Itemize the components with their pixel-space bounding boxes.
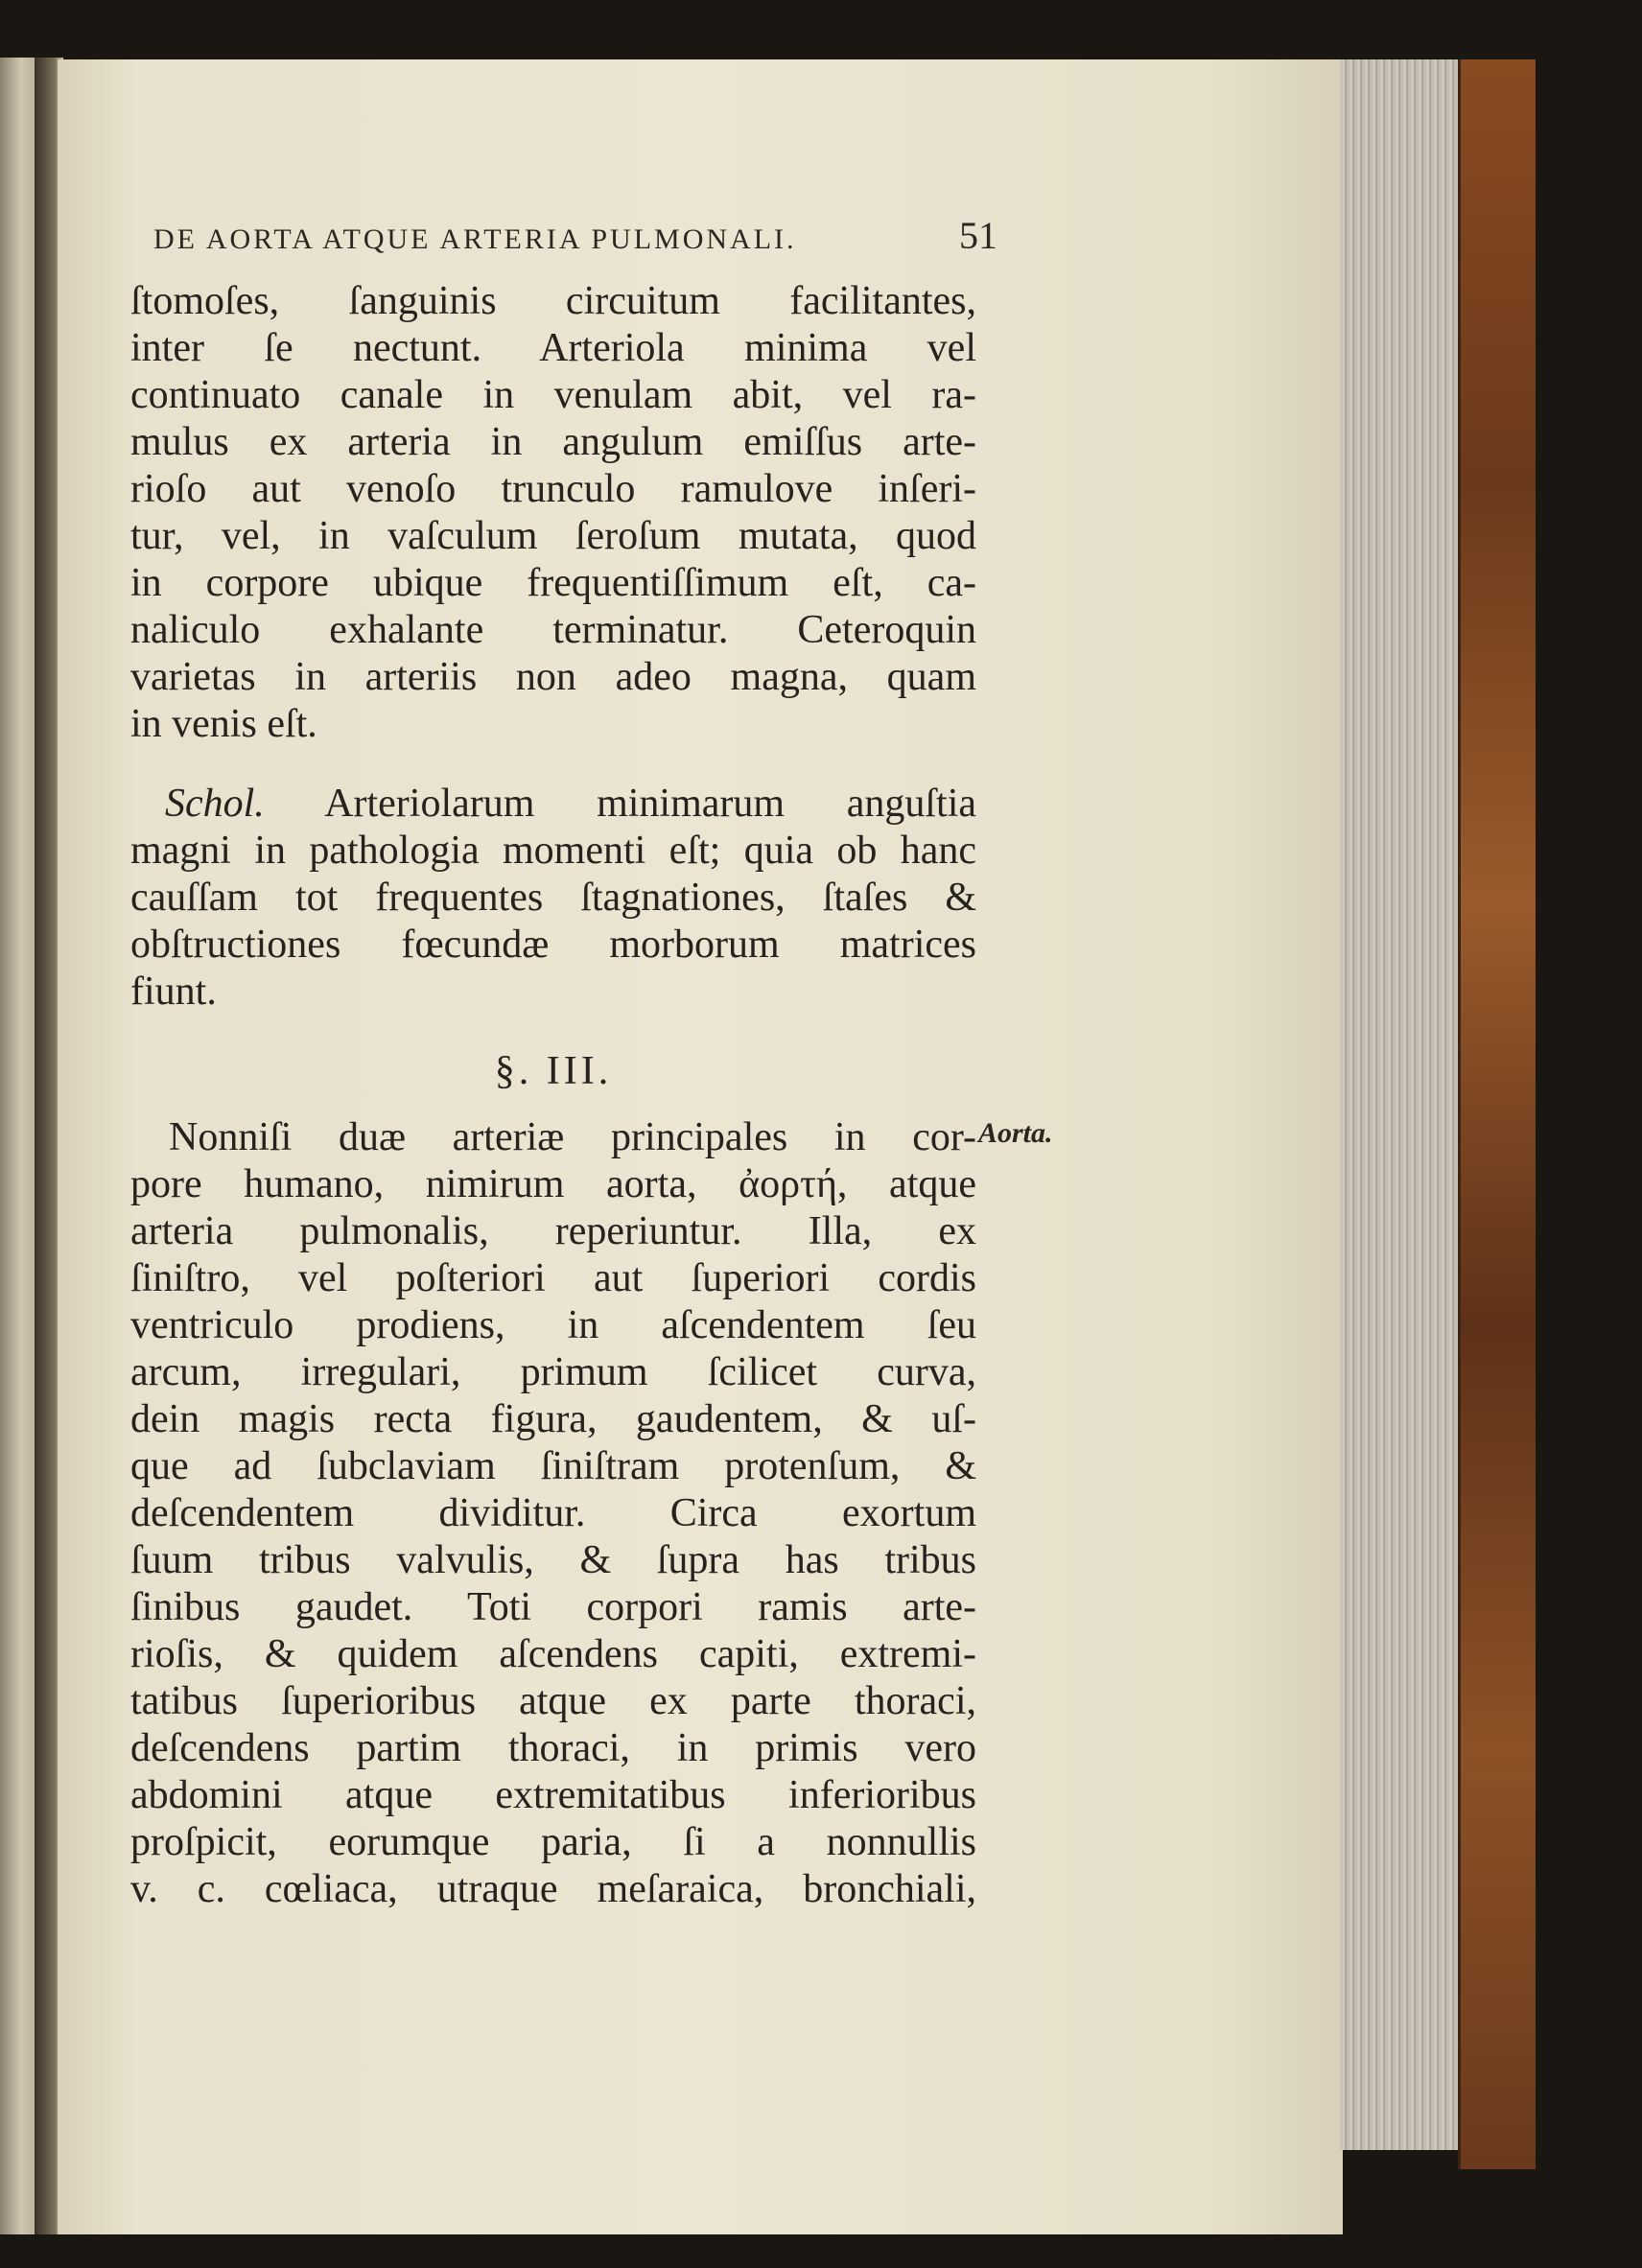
text-line: abdomini atque extremitatibus inferioribus xyxy=(130,1773,976,1817)
text-line: v. c. cœliaca, utraque meſaraica, bronchiali, xyxy=(130,1867,976,1911)
left-page-edge xyxy=(0,58,38,2234)
text-line: fiunt. xyxy=(130,970,217,1014)
text-line: continuato canale in venulam abit, vel ra- xyxy=(130,373,976,417)
text-line: ſtomoſes, ſanguinis circuitum facilitantes, xyxy=(130,279,976,323)
text-line: in corpore ubique frequentiſſimum eſt, ca- xyxy=(130,561,976,605)
text-line: ſuum tribus valvulis, & ſupra has tribus xyxy=(130,1538,976,1582)
page-edges-block xyxy=(1341,59,1460,2150)
text-line: Nonniſi duæ arteriæ principales in cor- xyxy=(169,1115,976,1159)
text-line: deſcendens partim thoraci, in primis vero xyxy=(130,1726,976,1770)
text-line: magni in pathologia momenti eſt; quia ob hanc xyxy=(130,829,976,873)
text-line: tatibus ſuperioribus atque ex parte thoraci, xyxy=(130,1679,976,1723)
running-head-title: DE AORTA ATQUE ARTERIA PULMONALI. xyxy=(153,223,797,255)
section-heading: §. III. xyxy=(494,1049,613,1093)
text-line: rioſo aut venoſo trunculo ramulove inſeri- xyxy=(130,467,976,511)
text-line: varietas in arteriis non adeo magna, quam xyxy=(130,655,976,699)
text-line: in venis eſt. xyxy=(130,702,317,746)
paragraph-2 xyxy=(130,1114,976,1913)
text-line: deſcendentem dividitur. Circa exortum xyxy=(130,1491,976,1535)
running-head xyxy=(153,213,997,258)
text-line: cauſſam tot frequentes ſtagnationes, ſtaſes & xyxy=(130,876,976,920)
text-line: rioſis, & quidem aſcendens capiti, extremi- xyxy=(130,1632,976,1676)
text-line: pore humano, nimirum aorta, ἀορτή, atque xyxy=(130,1162,976,1206)
text-line: que ad ſubclaviam ſiniſtram protenſum, & xyxy=(130,1444,976,1488)
scholium-label: Schol. xyxy=(165,782,265,826)
scholium xyxy=(130,781,976,1016)
paragraph-1 xyxy=(130,278,976,748)
scholium-first-line xyxy=(130,781,976,828)
text-line: mulus ex arteria in angulum emiſſus arte- xyxy=(130,420,976,464)
marginal-note-aorta: Aorta. xyxy=(978,1117,1053,1149)
text-line: tur, vel, in vaſculum ſeroſum mutata, quod xyxy=(130,514,976,558)
page-body xyxy=(130,278,976,1913)
text-line: obſtructiones fœcundæ morborum matrices xyxy=(130,923,976,967)
text-line: ventriculo prodiens, in aſcendentem ſeu xyxy=(130,1303,976,1347)
text-line: naliculo exhalante terminatur. Ceteroquin xyxy=(130,608,976,652)
text-line: inter ſe nectunt. Arteriola minima vel xyxy=(130,326,976,370)
scholium-first-line-text: Arteriolarum minimarum anguſtia xyxy=(324,782,976,826)
text-line: arcum, irregulari, primum ſcilicet curva, xyxy=(130,1350,976,1394)
page-number: 51 xyxy=(959,214,997,257)
text-line: proſpicit, eorumque paria, ſi a nonnullis xyxy=(130,1820,976,1864)
text-line: ſinibus gaudet. Toti corpori ramis arte- xyxy=(130,1585,976,1629)
text-line: ſiniſtro, vel poſteriori aut ſuperiori cordis xyxy=(130,1256,976,1300)
book-cover-edge xyxy=(1458,59,1536,2169)
text-line: arteria pulmonalis, reperiuntur. Illa, ex xyxy=(130,1209,976,1253)
text-line: dein magis recta figura, gaudentem, & uſ- xyxy=(130,1397,976,1441)
